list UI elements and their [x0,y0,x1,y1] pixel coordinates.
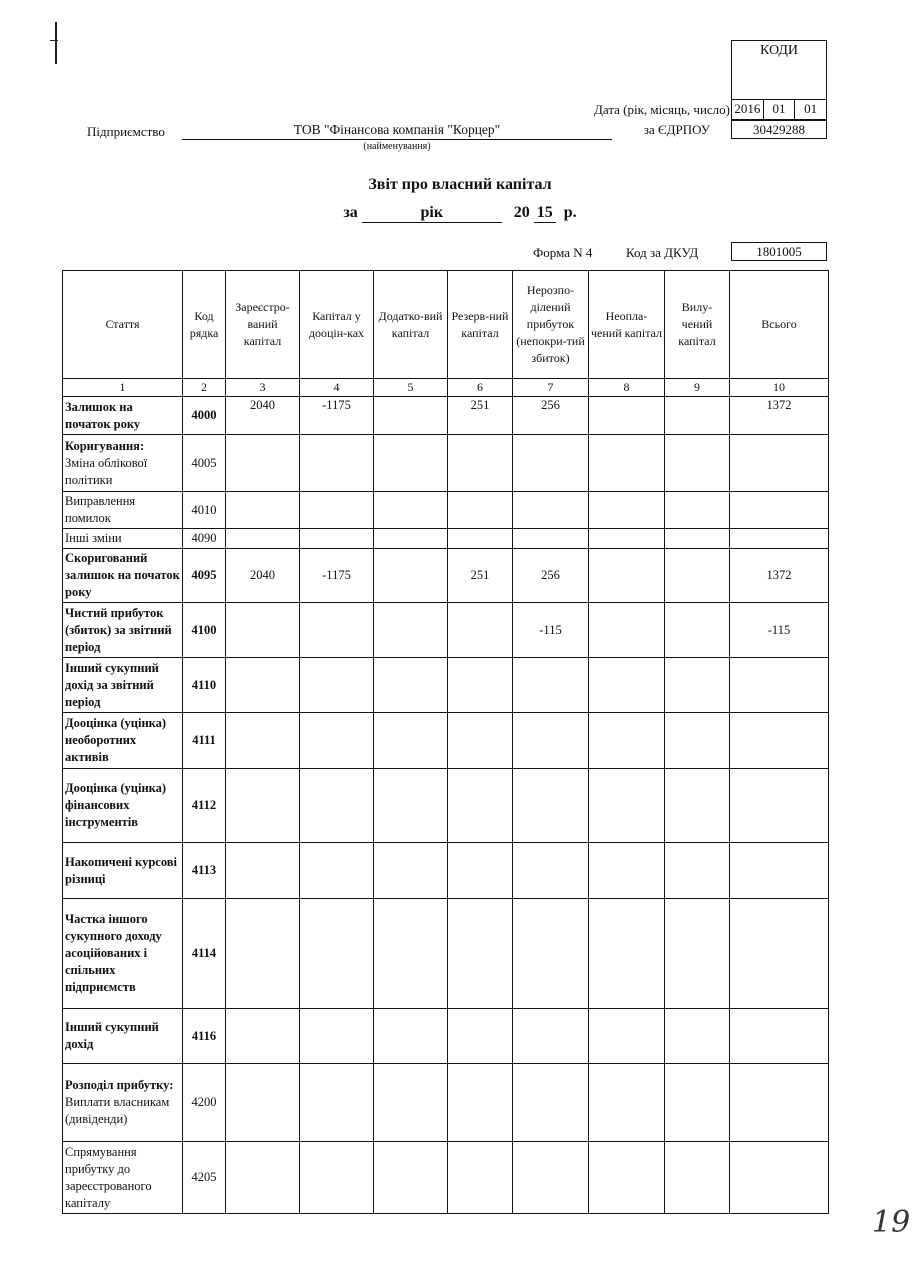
value-cell: -115 [513,603,589,658]
value-cell [448,1064,513,1142]
row-code: 4111 [183,713,226,769]
value-cell [730,899,829,1009]
header-cell: Резерв-ний капітал [448,271,513,379]
value-cell [300,713,374,769]
row-label-cell [63,899,183,1009]
value-cell [665,397,730,435]
value-cell [374,1064,448,1142]
value-cell: 1372 [730,549,829,603]
row-code: 4200 [183,1064,226,1142]
row-label: Виправлення помилок [65,494,136,525]
header-cell: Всього [730,271,829,379]
value-cell [300,658,374,713]
col-number: 2 [183,379,226,397]
row-label: Інші зміни [65,531,122,545]
value-cell [665,713,730,769]
value-cell: -115 [730,603,829,658]
value-cell [374,549,448,603]
value-cell [448,713,513,769]
value-cell: 2040 [226,397,300,435]
column-number-row [63,379,829,397]
row-label: Частка іншого сукупного доходу асоційованих і спільних підприємств [65,912,162,994]
value-cell: 251 [448,397,513,435]
value-cell [448,492,513,529]
table-row [63,899,829,1009]
value-cell [374,1142,448,1214]
value-cell [730,843,829,899]
value-cell [374,603,448,658]
header-row [63,271,829,379]
value-cell [300,603,374,658]
report-title: Звіт про власний капітал [368,176,552,193]
period-year-wrap [534,204,556,223]
value-cell [374,435,448,492]
value-cell [448,899,513,1009]
table-row [63,549,829,603]
value-cell [300,899,374,1009]
row-code: 4205 [183,1142,226,1214]
row-label: Дооцінка (уцінка) фінансових інструментів [65,781,167,829]
value-cell [226,658,300,713]
value-cell [448,1142,513,1214]
value-cell [374,397,448,435]
value-cell [374,843,448,899]
value-cell [226,603,300,658]
row-label-cell [63,1142,183,1214]
table-row [63,1009,829,1064]
value-cell [513,1142,589,1214]
col-number: 4 [300,379,374,397]
value-cell [589,549,665,603]
value-cell [589,843,665,899]
value-cell [730,435,829,492]
value-cell [300,435,374,492]
enterprise-name: ТОВ "Фінансова компанія "Корцер" [182,122,612,140]
value-cell [300,769,374,843]
value-cell [513,435,589,492]
value-cell [513,658,589,713]
table-row [63,603,829,658]
header-cell: Вилу-чений капітал [665,271,730,379]
report-period [0,204,920,223]
value-cell: 256 [513,549,589,603]
edrpou-value: 30429288 [731,120,827,139]
row-code: 4005 [183,435,226,492]
value-cell [226,435,300,492]
value-cell [730,658,829,713]
value-cell [589,1009,665,1064]
value-cell [665,899,730,1009]
value-cell [374,529,448,549]
row-label: Дооцінка (уцінка) необоротних активів [65,716,167,764]
table-row [63,658,829,713]
value-cell [300,492,374,529]
date-day: 01 [804,101,818,116]
row-label-cell [63,769,183,843]
row-label: Зміна облікової політики [65,455,148,487]
value-cell [589,1142,665,1214]
value-cell [665,658,730,713]
value-cell [374,769,448,843]
value-cell [226,1009,300,1064]
value-cell: -1175 [300,549,374,603]
value-cell [226,843,300,899]
equity-table [62,270,829,1214]
value-cell [374,492,448,529]
value-cell [513,1009,589,1064]
header-cell: Стаття [63,271,183,379]
value-cell: -1175 [300,397,374,435]
value-cell [513,529,589,549]
value-cell [300,1009,374,1064]
row-code: 4010 [183,492,226,529]
value-cell [589,1064,665,1142]
value-cell [589,769,665,843]
row-code: 4112 [183,769,226,843]
row-code: 4116 [183,1009,226,1064]
value-cell [513,492,589,529]
row-label: Інший сукупний дохід за звітний період [65,660,159,709]
col-number: 7 [513,379,589,397]
period-word-wrap [362,204,502,223]
value-cell [513,1064,589,1142]
col-number: 5 [374,379,448,397]
table-row [63,769,829,843]
value-cell [300,843,374,899]
value-cell [448,843,513,899]
row-label: Накопичені курсові різниці [65,854,177,886]
margin-mark [55,22,57,64]
table-row [63,1064,829,1142]
row-code: 4110 [183,658,226,713]
value-cell [226,713,300,769]
value-cell [300,529,374,549]
value-cell [665,529,730,549]
value-cell [589,899,665,1009]
value-cell [448,435,513,492]
row-label-cell [63,549,183,603]
table-row [63,435,829,492]
row-label-cell [63,843,183,899]
row-label: Скоригований залишок на початок року [65,551,180,599]
row-section-label: Коригування: [65,438,145,453]
value-cell [730,1064,829,1142]
col-number: 10 [730,379,829,397]
value-cell [448,769,513,843]
value-cell [513,713,589,769]
enterprise-sub: (найменування) [363,141,431,152]
row-label-cell [63,713,183,769]
value-cell [730,1142,829,1214]
col-number: 6 [448,379,513,397]
value-cell [665,769,730,843]
value-cell [226,1142,300,1214]
row-label-cell [63,397,183,435]
value-cell: 2040 [226,549,300,603]
value-cell [589,603,665,658]
date-month: 01 [764,100,796,119]
header-cell: Додатко-вий капітал [374,271,448,379]
value-cell [730,769,829,843]
period-end: р. [563,204,577,221]
row-label-cell [63,435,183,492]
row-label-cell [63,603,183,658]
value-cell [665,492,730,529]
row-code: 4090 [183,529,226,549]
row-label: Інший сукупний дохід [65,1020,159,1051]
value-cell [730,713,829,769]
value-cell [513,769,589,843]
value-cell [226,529,300,549]
row-code: 4114 [183,899,226,1009]
header-cell: Неопла-чений капітал [589,271,665,379]
value-cell [300,1064,374,1142]
value-cell [448,1009,513,1064]
row-code: 4100 [183,603,226,658]
col-number: 9 [665,379,730,397]
row-label-cell [63,658,183,713]
period-word: рік [420,204,444,221]
header-cell: Зареєстро-ваний капітал [226,271,300,379]
row-label: Виплати власникам (дивіденди) [65,1095,170,1126]
period-year-suffix: 15 [536,204,553,221]
value-cell [374,1009,448,1064]
row-label-cell [63,529,183,549]
form-label: Форма N 4 [533,245,593,260]
value-cell [589,435,665,492]
row-code: 4113 [183,843,226,899]
row-code: 4095 [183,549,226,603]
table-row [63,843,829,899]
value-cell [665,1009,730,1064]
table-row [63,397,829,435]
row-label: Спрямування прибутку до зареєстрованого капіталу [65,1144,152,1210]
value-cell [374,658,448,713]
col-number: 1 [63,379,183,397]
value-cell [448,529,513,549]
dkud-value: 1801005 [731,242,827,261]
date-year: 2016 [732,100,764,119]
header-cell: Нерозпо-ділений прибуток (непокри-тий збиток) [513,271,589,379]
period-year-prefix: 20 [513,204,530,221]
value-cell [300,1142,374,1214]
value-cell [665,603,730,658]
value-cell [589,713,665,769]
value-cell [589,492,665,529]
col-number: 8 [589,379,665,397]
value-cell: 1372 [730,397,829,435]
value-cell: 251 [448,549,513,603]
value-cell [374,899,448,1009]
value-cell [448,658,513,713]
enterprise-label: Підприємство [87,124,165,139]
row-code: 4000 [183,397,226,435]
value-cell [226,492,300,529]
row-label: Залишок на початок року [65,399,141,431]
value-cell [665,1064,730,1142]
header-cell: Код рядка [183,271,226,379]
value-cell [513,899,589,1009]
header-cell: Капітал у дооцін-ках [300,271,374,379]
value-cell [665,1142,730,1214]
dkud-label: Код за ДКУД [626,245,699,260]
value-cell: 256 [513,397,589,435]
margin-mark-tick [50,40,58,41]
value-cell [448,603,513,658]
value-cell [226,899,300,1009]
table-row [63,492,829,529]
page-number: 19 [872,1205,911,1240]
row-section-label: Розподіл прибутку: [65,1078,174,1092]
value-cell [665,549,730,603]
date-label: Дата (рік, місяць, число) [594,102,730,117]
edrpou-label: за ЄДРПОУ [643,122,710,137]
value-cell [730,1009,829,1064]
row-label: Чистий прибуток (збиток) за звітний період [65,605,172,654]
value-cell [730,529,829,549]
col-number: 3 [226,379,300,397]
codes-header: КОДИ [731,40,827,100]
value-cell [226,1064,300,1142]
value-cell [730,492,829,529]
value-cell [589,397,665,435]
date-values [731,100,827,120]
value-cell [226,769,300,843]
value-cell [589,658,665,713]
table-row [63,529,829,549]
value-cell [589,529,665,549]
table-row [63,1142,829,1214]
row-label-cell [63,1064,183,1142]
table-row [63,713,829,769]
row-label-cell [63,1009,183,1064]
period-prefix: за [343,204,358,221]
value-cell [374,713,448,769]
value-cell [665,843,730,899]
row-label-cell [63,492,183,529]
value-cell [513,843,589,899]
value-cell [665,435,730,492]
